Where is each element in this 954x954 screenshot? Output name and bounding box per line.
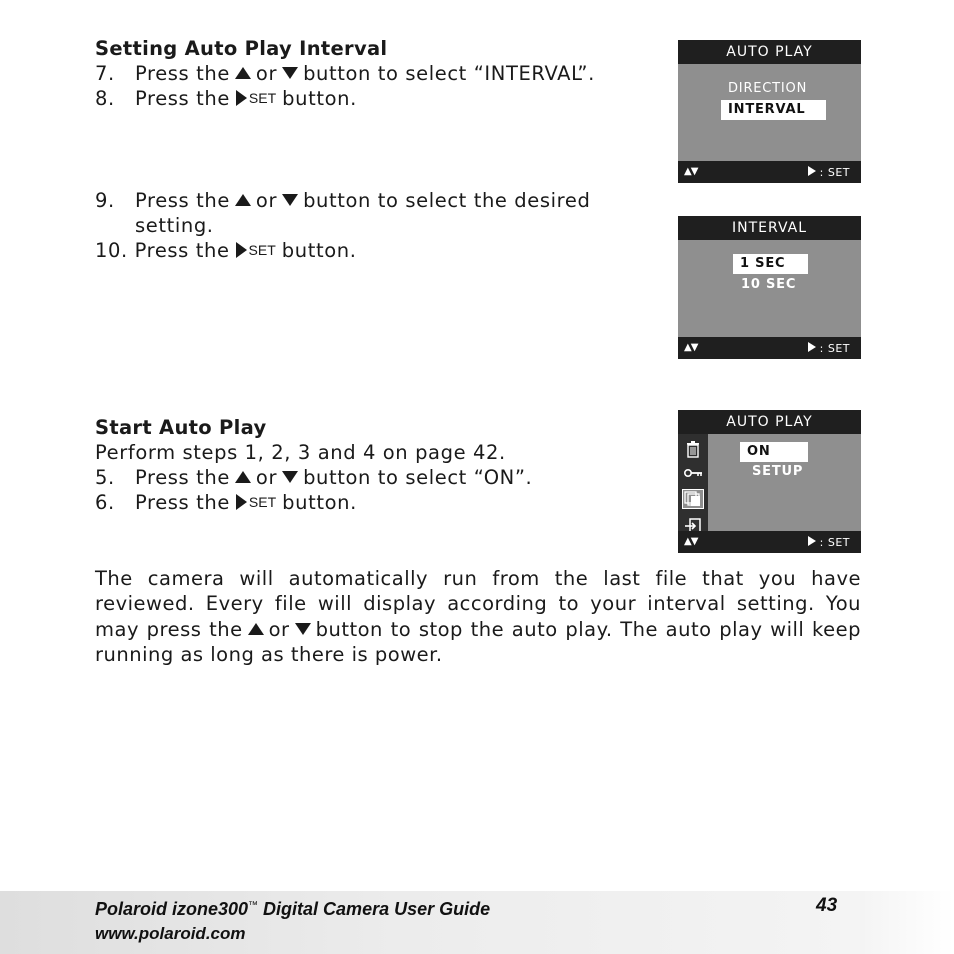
body-paragraph: The camera will automatically run from the last file that you have reviewed. Every file will display according to your interval setting. You may press the or button to stop the auto play. The auto play will keep running as long as there is power.: [95, 567, 861, 666]
menu-option-1-sec-selected[interactable]: 1 SEC: [733, 254, 808, 274]
up-down-nav-icon: ▲▼: [684, 342, 698, 353]
up-down-nav-icon: ▲▼: [684, 536, 698, 547]
right-arrow-icon: [236, 494, 247, 510]
right-arrow-icon: [808, 166, 816, 176]
playback-icon-column: [678, 434, 708, 531]
down-arrow-icon: [282, 471, 298, 483]
screen-title: INTERVAL: [678, 216, 861, 240]
trash-icon[interactable]: [683, 440, 703, 458]
section-start-auto-play: [95, 415, 635, 515]
up-arrow-icon: [235, 67, 251, 79]
guide-title: Polaroid izone300™ Digital Camera User Guide: [95, 899, 491, 919]
slideshow-icon[interactable]: [683, 490, 703, 508]
menu-option-setup[interactable]: SETUP: [752, 464, 804, 479]
up-arrow-icon: [235, 194, 251, 206]
website-url[interactable]: www.polaroid.com: [95, 924, 246, 943]
menu-option-10-sec[interactable]: 10 SEC: [741, 277, 797, 292]
up-arrow-icon: [235, 471, 251, 483]
step-7: 7. Press the or button to select “INTERVAL”.: [95, 62, 595, 85]
section-setting-interval-cont: [95, 188, 635, 263]
page-number: 43: [816, 895, 838, 916]
screen-title: AUTO PLAY: [678, 410, 861, 434]
right-arrow-icon: [236, 90, 247, 106]
down-arrow-icon: [282, 67, 298, 79]
set-hint: : SET: [808, 166, 850, 179]
down-arrow-icon: [282, 194, 298, 206]
step-8: 8. Press the SET button.: [95, 87, 357, 110]
right-arrow-icon: [808, 342, 816, 352]
step-9-continued: setting.: [135, 214, 214, 237]
screen-footer: [678, 531, 861, 553]
menu-option-direction[interactable]: DIRECTION: [728, 81, 808, 96]
screen-footer: [678, 337, 861, 359]
section-heading: Start Auto Play: [95, 416, 267, 439]
menu-option-on-selected[interactable]: ON: [740, 442, 808, 462]
up-arrow-icon: [248, 623, 264, 635]
section-setting-interval: [95, 36, 635, 111]
right-arrow-icon: [808, 536, 816, 546]
key-icon[interactable]: [683, 464, 703, 482]
step-9: 9. Press the or button to select the desired: [95, 189, 591, 212]
screen-footer: [678, 161, 861, 183]
camera-screen-interval-menu: [678, 216, 861, 359]
menu-option-interval-selected[interactable]: INTERVAL: [721, 100, 826, 120]
step-5: 5. Press the or button to select “ON”.: [95, 466, 533, 489]
camera-screen-auto-play-on: [678, 410, 861, 553]
set-hint: : SET: [808, 536, 850, 549]
set-hint: : SET: [808, 342, 850, 355]
step-6: 6. Press the SET button.: [95, 491, 357, 514]
screen-title: AUTO PLAY: [678, 40, 861, 64]
step-10: 10. Press the SET button.: [95, 239, 357, 262]
up-down-nav-icon: ▲▼: [684, 166, 698, 177]
down-arrow-icon: [295, 623, 311, 635]
section-heading: Setting Auto Play Interval: [95, 37, 388, 60]
right-arrow-icon: [236, 242, 247, 258]
camera-screen-auto-play-menu: [678, 40, 861, 183]
intro-text: Perform steps 1, 2, 3 and 4 on page 42.: [95, 441, 506, 464]
page-footer: [0, 891, 954, 954]
